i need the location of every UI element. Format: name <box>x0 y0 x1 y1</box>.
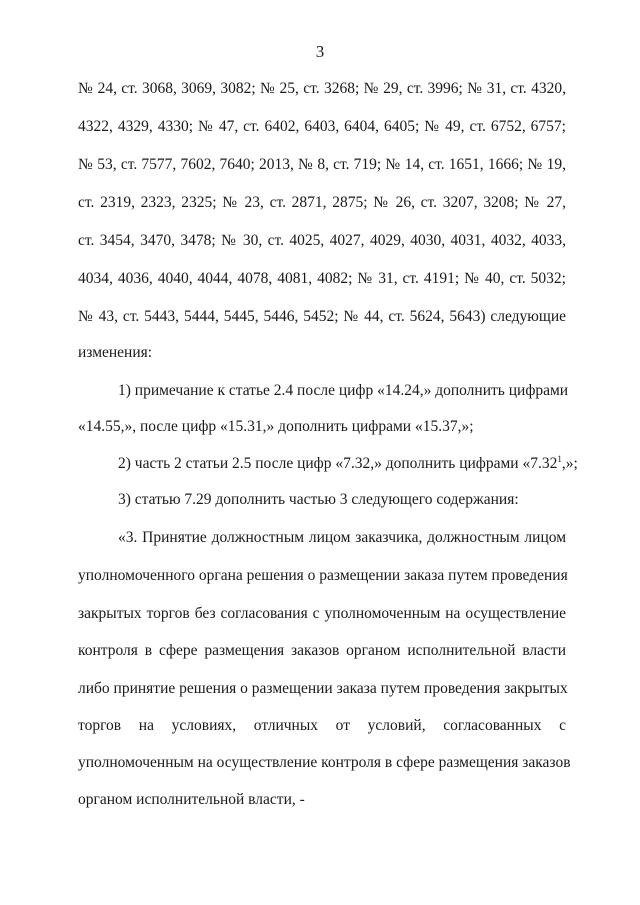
text-line: контроля в сфере размещения заказов органом исполнительной власти <box>78 642 566 659</box>
page-number: 3 <box>315 42 325 61</box>
text-line: «3. Принятие должностным лицом заказчика, должностным лицом <box>118 529 566 546</box>
text-line: либо принятие решения о размещении заказа путем проведения закрытых <box>78 680 568 697</box>
text-line: органом исполнительной власти, - <box>78 791 305 808</box>
text-line: ст. 3454, 3470, 3478; № 30, ст. 4025, 4027, 4029, 4030, 4031, 4032, 4033, <box>78 232 566 249</box>
text-line: 1) примечание к статье 2.4 после цифр «14.24,» дополнить цифрами <box>118 382 569 399</box>
text-line: 4322, 4329, 4330; № 47, ст. 6402, 6403, 6404, 6405; № 49, ст. 6752, 6757; <box>78 118 566 135</box>
text-line: торгов на условиях, отличных от условий, согласованных с <box>78 717 566 734</box>
text-line <box>118 453 578 473</box>
text-line: 4034, 4036, 4040, 4044, 4078, 4081, 4082; № 31, ст. 4191; № 40, ст. 5032; <box>78 270 566 287</box>
text-line: уполномоченным на осуществление контроля в сфере размещения заказов <box>78 754 571 771</box>
text-line: № 43, ст. 5443, 5444, 5445, 5446, 5452; № 44, ст. 5624, 5643) следующие <box>78 308 566 325</box>
text-line: уполномоченного органа решения о размещении заказа путем проведения <box>78 567 568 584</box>
text-line: ст. 2319, 2323, 2325; № 23, ст. 2871, 2875; № 26, ст. 3207, 3208; № 27, <box>78 194 566 211</box>
text-line: № 53, ст. 7577, 7602, 7640; 2013, № 8, ст. 719; № 14, ст. 1651, 1666; № 19, <box>78 156 566 173</box>
text-segment: 2) часть 2 статьи 2.5 после цифр «7.32,» дополнить цифрами «7.32 <box>118 455 558 472</box>
text-line: «14.55,», после цифр «15.31,» дополнить цифрами «15.37,»; <box>78 418 474 435</box>
text-line: 3) статью 7.29 дополнить частью 3 следующего содержания: <box>118 491 519 508</box>
text-line: закрытых торгов без согласования с уполномоченным на осуществление <box>78 605 566 622</box>
text-line: № 24, ст. 3068, 3069, 3082; № 25, ст. 3268; № 29, ст. 3996; № 31, ст. 4320, <box>78 80 566 97</box>
text-segment: ,»; <box>561 455 578 472</box>
text-line: изменения: <box>78 344 153 361</box>
superscript: 1 <box>557 453 562 464</box>
